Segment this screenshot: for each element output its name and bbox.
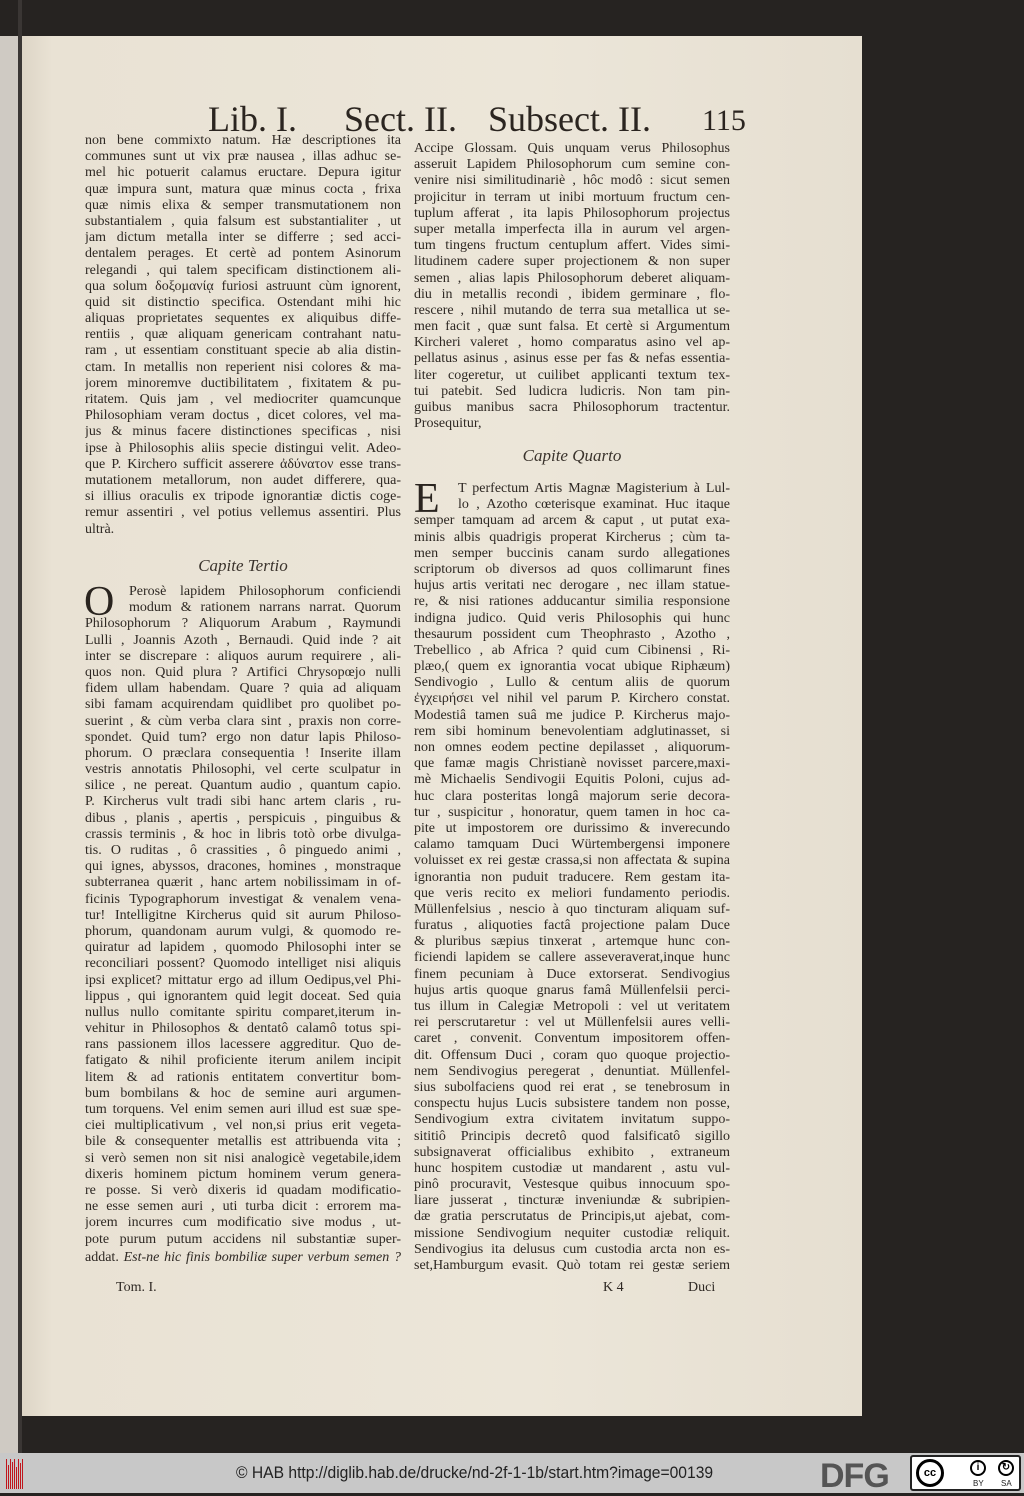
text-line: tum tingens fructum centuplum affert. Vides simi- [414,238,730,254]
text-line: non omnes eodem pectine depilasset , aliquorum- [414,740,730,755]
text-line: ciei multiplicativum , vel non,si prius erit vegeta- [85,1118,401,1134]
text-line: litem & ad rationis entitatem convertitur bom- [85,1069,401,1085]
text-line: ignorantia non puduit traducere. Rem gestam ita- [414,869,730,885]
text-line: & pluribus sæpius tinxerat , artemque hunc con- [414,934,730,950]
text-line: bum bombilans & hoc de semine auri argumen- [85,1085,401,1101]
text-line: dit. Offensum Duci , coram quo quoque projectio- [414,1047,730,1063]
previous-pages-edge [0,36,18,1453]
text-line: tus illum in Calegiæ Metropoli : vel ut veritatem [414,999,730,1014]
text-line: men facit , quæ sunt falsa. Et certè si Argumentum [414,319,730,335]
text-line: re posse. Si verò dixeris id quadam modificatio- [85,1182,401,1198]
text-line: si illius oraculis ex tripode ignorantiæ dictis coge- [85,489,401,505]
text-line: ficinis Typographorum investigat & venalem vena- [85,891,401,907]
running-head-sect: Sect. II. [344,99,457,139]
cc-icon: cc [916,1459,944,1487]
text-line: qua solum δοξομανίᾳ furiosi astruunt cùm ignorent, [85,278,401,294]
hab-logo-icon [6,1459,24,1489]
text-line: si verò semen non sit nisi analogicè vegetabile,idem [85,1150,401,1166]
text-line: subterranea quærit , hanc artem nobilissimam in of- [85,875,401,891]
right-column-part-2 [414,481,730,1274]
text-line: jorem incurres cum modificatio sive modus , ut- [85,1215,401,1231]
text-line: phorum, quandonam aurum vulgi, & quomodo re- [85,923,401,939]
text-line: crassis terminis , & hoc in libris totò orbe divulga- [85,826,401,842]
text-line: super metalla imperfecta illa in aurum vel argen- [414,221,730,237]
text-line: ipsi explicet? mittatur ergo ad illum Oedipus,vel Phi- [85,972,401,988]
sa-share-icon: ↻ [998,1460,1014,1476]
text-line: phorum. O præclara consequentia ! Inserite illam [85,745,401,761]
text-line: hujus artis veritati nec derogare , nec illam statue- [414,578,730,594]
text-line: indigna judico. Quid veris Philosophis qui hunc [414,610,730,626]
footer-bar [0,1453,1024,1493]
text-line: ctam. In metallis non reperient nisi colores & ma- [85,359,401,375]
text-line: que P. Kirchero sufficit asserere ἀδύνατον esse trans- [85,456,401,472]
text-line: Lulli , Joannis Azoth , Bernaudi. Quid inde ? ait [85,632,401,648]
text-line: Sendivogius ita delusus cum custodia arcta non es- [414,1241,730,1257]
text-line: semen , alias lapis Philosophorum deberet aliquam- [414,270,730,286]
text-line: missione Sendivogium nequiter custodiæ reliquit. [414,1225,730,1241]
text-line: Prosequitur, [414,416,482,432]
text-line: litudinem cadere super projectionem & non super [414,254,730,270]
text-line: calamo tamquam Duci Würtembergensi imponere [414,837,730,853]
text-line: tum torquens. Vel enim semen auri illud est suæ spe- [85,1102,401,1117]
running-head-subsect: Subsect. II. [488,99,651,139]
text-line: ram , ut essentiam constituant specie ab alia distin- [85,343,401,359]
text-line: Müllenfelsius , nescio à quo tincturam aliquam suf- [414,901,730,917]
text-line: quiratur ad lapidem , quomodo Philosophi inter se [85,940,401,956]
text-line: liare jusserat , tincturæ inveniundæ & subripien- [414,1193,730,1209]
text-line: quæ impura sunt, matura quæ minus cocta , frixa [85,181,401,197]
text-line: dixeris hominem pictum hominem verum genera- [85,1166,401,1182]
text-line: mè Michaelis Sendivogii Equitis Poloni, cujus ad- [414,772,730,788]
final-line-italic: Est-ne hic finis bombiliæ super verbum semen ? [123,1250,401,1265]
text-line: remur assentiri , vel potius vellemus assentiri. Plus [85,505,401,521]
text-line: non bene commixto natum. Hæ descriptiones ita [85,133,401,148]
text-line: caret , convenit. Conventum impositorem offen- [414,1031,730,1047]
text-line: conspectu hujus Lucis subsistere tandem non posse, [414,1096,730,1112]
text-line: T perfectum Artis Magnæ Magisterium à Lul- [458,481,730,496]
text-line: Trebellico , ab Africa ? quid cum Cibinensi , Ri- [414,642,730,658]
text-line: inter se discrepare : aliquos aurum requirere , ali- [85,648,401,664]
text-line: rentiis , quæ aliquam genericam contrahant natu- [85,327,401,343]
text-line: subsignaverat officialibus exhibito , extraneum [414,1144,730,1160]
signature-k4: K 4 [603,1280,624,1295]
text-line: semper tamquam ad arcem & caput , ut putat exa- [414,513,730,529]
text-line: venire nisi similitudinariè , hôc modô : sicut semen [414,173,730,189]
text-line: nem Sendivogius peregerat , denuntiat. Müllenfel- [414,1063,730,1079]
text-line: ultrà. [85,521,115,537]
text-line: sibi famam acquirendam quidlibet pro quolibet po- [85,697,401,713]
text-line: que veris recito ex meliori fundamento periodis. [414,885,730,901]
text-line: relegandi , qui talem specificam distinctionem ali- [85,262,401,278]
text-line: thesaurum possident cum Theophrasto , Azotho , [414,626,730,642]
text-line: qui ignes, abyssos, dracones, homines , monstraque [85,859,401,875]
final-line-text: addat. [85,1250,119,1265]
left-column-part-1 [85,133,401,538]
text-line: modum & rationem narrans narrat. Quorum [129,600,401,616]
text-line: vehitur in Philosophos & dentatô calamô totus spi- [85,1021,401,1037]
text-line: ritatem. Quis jam , vel mediocriter quamcunque [85,392,401,407]
dfg-logo: DFG [820,1457,889,1495]
text-line: rei perscrutaretur : vel ut Müllenfelsii aures velli- [414,1015,730,1031]
text-line: pellatus asinus , asinus esse per fas & nefas essentia- [414,351,730,367]
text-line: tur , suspicitur , honoratur, quem tamen in hoc ca- [414,804,730,820]
text-line: re, & nisi rationes adducantur similia responsione [414,594,730,610]
text-line: ne esse semen auri , uti turba dicit : errorem ma- [85,1199,401,1215]
text-line: rans passionem illos lacessere aggreditur. Quo de- [85,1037,401,1053]
text-line: Sendivogium extra civitatem invitatum suppo- [414,1112,730,1128]
text-line: finem pecuniam à Duce extorserat. Sendivogius [414,966,730,982]
text-line: pote purum putum accidens nil substantiæ super- [85,1231,401,1247]
right-column-part-1 [414,141,730,432]
text-line: asseruit Lapidem Philosophorum cum semine con- [414,157,730,173]
text-line: huc clara posteritas longâ majorum serie decora- [414,788,730,804]
text-line: Sendivogio , Lullo & centum aliis de quorum [414,675,730,691]
text-line: silice , ne pereat. Quantum audio , quantum capio. [85,778,401,794]
text-line: minis albis quadrigis properat Kircherus ; cùm ta- [414,529,730,545]
text-line: tur! Intelligitne Kircherus quid sit aurum Philoso- [85,907,401,923]
text-line: que famæ magis Christianè novisset parcere,maxi- [414,756,730,772]
text-line: sius subolfaciens quod rei erat , se tenebrosum in [414,1079,730,1095]
text-line: quid sit distinctio specifica. Ostendant mihi hic [85,294,401,310]
text-line: P. Kircherus vult tradi sibi hanc artem claris , ru- [85,794,401,810]
text-line: vestris annotatis Philosophi, vel certe sculpatur in [85,762,401,778]
text-line: nullus nullo comitante spiritu comparet,iterum in- [85,1004,401,1020]
text-line: hunc hospitem custodiæ ut mandarent , astu vul- [414,1160,730,1176]
text-line: scriptorum ob diversos ad quos collimarunt fines [414,561,730,577]
text-line: Accipe Glossam. Quis unquam verus Philosophus [414,141,730,156]
text-line: Perosè lapidem Philosophorum conficiendi [129,584,401,599]
drop-cap-e: E [414,483,440,515]
drop-cap-o: O [84,586,115,618]
text-line: rescere , nihil mutando de terra sua metallica ut se- [414,302,730,318]
text-line: dæ gratia perscrutatus de Principis,ut ajebat, com- [414,1209,730,1225]
text-line: quos non. Quid plura ? Artifici Chrysopœjo nulli [85,664,401,680]
text-line: tui patebit. Sed ludicra ludicris. Non tam pin- [414,383,730,399]
text-line: liter cogeretur, ut cuilibet applicanti textum tex- [414,367,730,383]
signature-mark: Tom. I. [116,1280,157,1295]
text-line: tis. O ruditas , ô crassities , ô pinguedo animi , [85,843,401,858]
text-line: jorem minoremve ductibilitatem , fixitatem & pu- [85,375,401,391]
text-line: furatus , aliquoties factâ projectione palam Duce [414,918,730,934]
text-line: men semper buccinis canam surdo allegationes [414,545,730,561]
text-line: lo , Azotho cœterisque examinat. Huc itaque [458,497,730,513]
text-line: quæ nimis elixa & semper transmutationem non [85,197,401,213]
text-line: ἐγχειρήσει vel nihil vel parum P. Kirchero constat. [414,691,730,707]
copyright-link[interactable]: © HAB http://diglib.hab.de/drucke/nd-2f-1-1b/start.htm?image=00139 [236,1463,714,1482]
text-line: spondet. Quid tum? ergo non datur lapis Philoso- [85,729,401,745]
text-line: aliquas proprietates sequentes ex aliquibus diffe- [85,311,401,327]
text-line: pinô procuravit, Vestesque quibus innocuum spo- [414,1177,730,1193]
text-line: suerint , & cùm verba clara sint , praxis non corre- [85,713,401,729]
text-line: plæo,( quem ex ignorantia vocat ubique Riphæum) [414,659,730,675]
text-line: hujus artis quoque gnarus famâ Müllenfelsii perci- [414,982,730,998]
left-column-part-2 [85,584,401,1248]
chapter-heading-quarto: Capite Quarto [522,446,622,465]
text-line: rem sibi hominum benevolentiam adglutinasset, si [414,723,730,739]
left-final-line [85,1250,401,1266]
page-number: 115 [702,104,746,137]
by-person-icon: i [970,1460,986,1476]
running-head-lib: Lib. I. [208,99,297,139]
text-line: jam dictum metalla inter se differre ; sed acci- [85,230,401,246]
text-line: diu in metallis recondi , ibidem germinare , flo- [414,286,730,302]
text-line: communes sunt ut vix præ nausea , illas adhuc se- [85,149,401,165]
text-line: projicitur in terram ut inibi mortuum fructum cen- [414,189,730,205]
text-line: fidem ullam habendam. Quare ? quia ad aliquam [85,681,401,697]
text-line: Modestiâ tamen suâ me judice P. Kircherus majo- [414,707,730,723]
text-line: Kircheri valeret , homo comparatus asino vel ap- [414,335,730,351]
text-line: reconciliari possent? Quomodo intelliget nisi aliquis [85,956,401,972]
text-line: Philosophorum ? Aliquorum Arabum , Raymundi [85,616,401,632]
text-line: tuplum afferat , ita lapis Philosophorum projectus [414,205,730,221]
text-line: dentalem perages. Et certè ad pontem Asinorum [85,246,401,262]
text-line: guibus manibus sacra Philosophorum tractentur. [414,400,730,415]
text-line: set,Hamburgum evasit. Quò totam rei gestæ seriem [414,1258,730,1273]
sa-label: SA [1001,1479,1012,1488]
text-line: voluisset ex rei gestæ crassa,si non affectata & supina [414,853,730,869]
text-line: Philosophiam veram doctus , dicet colores, vel ma- [85,408,401,424]
text-line: dibus , planis , apertis , perspicuis , pinguibus & [85,810,401,826]
text-line: sititiô Principis decretô quod falsificatô sigillo [414,1128,730,1144]
text-line: mel hic potuerit calamus eructare. Depura igitur [85,165,401,181]
text-line: ficiendi lapidem se callere asseveraverat,inque hunc [414,950,730,966]
catchword: Duci [688,1280,716,1295]
text-line: ipse à Philosophis aliis specie distingui velit. Adeo- [85,440,401,456]
text-line: lippus , qui ignorantem quid legit doceat. Sed quia [85,988,401,1004]
text-line: jus & minus facere distinctiones specificas , nisi [85,424,401,440]
text-line: bile & consequenter metallis est attribuenda vita ; [85,1134,401,1150]
by-label: BY [973,1479,984,1488]
chapter-heading-tertio: Capite Tertio [198,556,288,575]
text-line: mutationem metallorum, non audet differere, qua- [85,472,401,488]
text-line: fatigato & nihil proficiente iterum anilem incipit [85,1053,401,1069]
text-line: pite ut impostorem ore durissimo & inverecundo [414,820,730,836]
cc-by-sa-badge[interactable] [910,1455,1021,1491]
text-line: substantialem , quia falsum est substantialiter , ut [85,213,401,229]
